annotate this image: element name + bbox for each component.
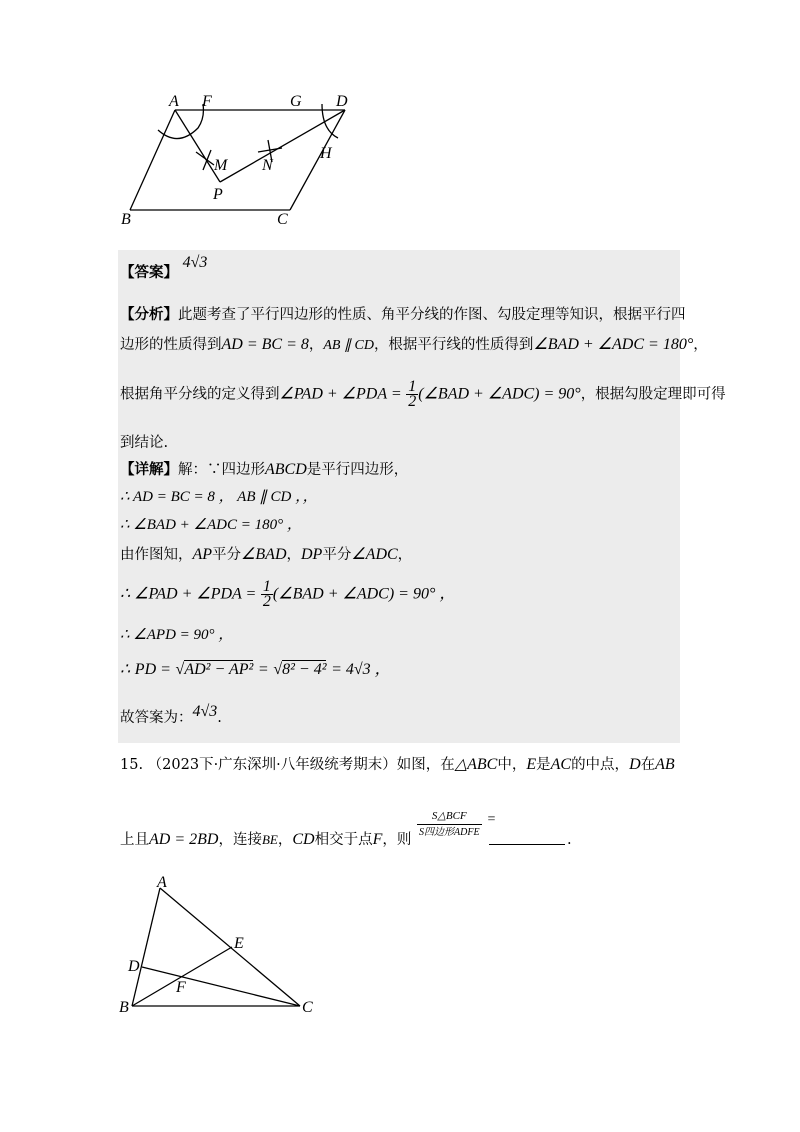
segment-ab: [132, 888, 160, 1006]
label-c: C: [302, 999, 313, 1016]
label-a: A: [157, 874, 167, 891]
math-half-sum-2: (∠BAD + ∠ADC) = 90° ，: [272, 585, 456, 603]
q15-text-1e: 是: [536, 757, 551, 773]
analysis-text-4: 到结论.: [120, 435, 169, 451]
period: .: [217, 710, 222, 726]
math-triangle-abc: △ABC: [454, 756, 498, 773]
segment-ab: [130, 110, 175, 210]
equals-sign: =: [486, 812, 497, 827]
label-n: N: [262, 157, 273, 174]
label-b: B: [119, 999, 129, 1016]
answer-value: 4√3: [182, 254, 208, 271]
label-a: A: [169, 93, 179, 110]
analysis-text-3d: ，根据勾股定理即可得: [580, 386, 726, 403]
detail-text-4a: 由作图知，: [120, 547, 193, 563]
math-f: F: [372, 831, 383, 848]
detail-line-6: ∴ ∠APD = 90° ，: [120, 627, 234, 643]
detail-line-2: ∴ AD = BC = 8 ， AB ∥ CD ，，: [120, 489, 318, 505]
triangle-figure: [115, 870, 325, 1020]
math-ab: AB: [655, 756, 675, 773]
ratio-denominator: S四边形ADFE: [419, 827, 480, 838]
math-angle-sum: ∠BAD + ∠ADC = 180°: [533, 336, 694, 353]
detail-text-8a: 故答案为：: [120, 710, 193, 726]
answer-tag: 【答案】: [120, 264, 178, 281]
math-sqrt-1: √AD² − AP²: [175, 661, 254, 678]
answer-blank[interactable]: [489, 844, 565, 845]
math-cd: CD: [292, 831, 315, 848]
equals: =: [257, 661, 269, 678]
label-p: P: [213, 186, 223, 203]
analysis-text-1: 此题考查了平行四边形的性质、角平分线的作图、勾股定理等知识，根据平行四: [178, 307, 686, 323]
q15-end: .: [567, 832, 572, 848]
analysis-text-3a: 根据角平分线的定义得到: [120, 386, 280, 403]
math-angle-adc: ∠ADC: [351, 546, 398, 563]
comma: ，: [277, 832, 293, 848]
q15-text-1c: 中，: [497, 757, 527, 773]
label-d: D: [128, 958, 140, 975]
label-f: F: [202, 93, 212, 110]
detail-line-1: [120, 460, 408, 480]
analysis-line-2: [120, 335, 708, 356]
math-e: E: [526, 756, 537, 773]
fraction-denominator: 2: [262, 593, 271, 610]
math-ab-parallel-cd: AB ∥ CD: [323, 338, 374, 353]
math-half-sum: (∠BAD + ∠ADC) = 90°: [418, 385, 581, 403]
comma: ，: [397, 547, 413, 563]
label-f: F: [176, 979, 186, 996]
math-angle-bad: ∠BAD: [241, 546, 287, 563]
fraction-half: [406, 380, 418, 409]
math-result: = 4√3 ，: [331, 661, 391, 678]
math-abcd: ABCD: [265, 461, 307, 478]
label-g: G: [290, 93, 302, 110]
q15-text-2i: ，则: [382, 832, 412, 848]
label-d: D: [336, 93, 348, 110]
fraction-numerator: 1: [408, 378, 417, 395]
radicand-1: AD² − AP²: [184, 661, 254, 678]
label-e: E: [234, 935, 244, 952]
detail-line-8: [120, 703, 222, 728]
label-h: H: [320, 145, 332, 162]
q15-text-1g: 的中点，: [571, 757, 630, 773]
math-ad-bc: AD = BC = 8: [221, 336, 309, 353]
q15-text-2a: 上且: [120, 832, 149, 848]
math-pad-pda: ∠PAD + ∠PDA =: [279, 385, 402, 403]
detail-line-7: [120, 660, 391, 680]
q15-text-1a: （2023下·广东深圳·八年级统考期末）如图，在: [147, 757, 455, 773]
analysis-line-4: [120, 433, 168, 453]
detail-line-5: [120, 580, 455, 609]
mark-m-1: [196, 152, 214, 165]
analysis-text-2e: ，根据平行线的性质得到: [373, 337, 534, 353]
radicand-2: 8² − 4²: [282, 661, 327, 678]
detail-tag: 【详解】: [120, 461, 178, 478]
answer-line: [120, 254, 208, 283]
analysis-tag: 【分析】: [120, 306, 178, 323]
math-pd: PD =: [134, 661, 171, 678]
math-ad-2bd: AD = 2BD: [149, 831, 219, 848]
comma: ，: [308, 337, 324, 353]
q15-text-1i: 在: [640, 757, 656, 773]
ratio-fraction: [417, 808, 482, 841]
math-sqrt-2: √8² − 4²: [273, 661, 327, 678]
detail-text-4c: 平分: [212, 547, 242, 563]
q15-line-1: [120, 755, 675, 775]
math-dp: DP: [301, 546, 323, 563]
analysis-line-3: [120, 380, 726, 409]
question-number: 15.: [120, 757, 144, 773]
label-m: M: [214, 157, 228, 174]
label-c: C: [277, 211, 288, 228]
q15-line-2: [120, 830, 411, 850]
fraction-half-2: [261, 580, 273, 609]
detail-text-4g: 平分: [322, 547, 352, 563]
mark-m-2: [203, 150, 211, 170]
math-ap: AP: [192, 546, 213, 563]
comma: ，: [286, 547, 301, 563]
final-answer: 4√3: [192, 703, 218, 720]
fraction-denominator: 2: [408, 393, 417, 410]
math-pad-pda-2: ∴ ∠PAD + ∠PDA =: [120, 585, 257, 603]
segment-cd: [290, 110, 345, 210]
parallelogram-figure: [110, 88, 370, 230]
fraction-numerator: 1: [262, 578, 271, 595]
math-d: D: [629, 756, 641, 773]
comma: ，: [693, 337, 708, 353]
area-ratio-fraction: [417, 808, 496, 841]
detail-line-4: [120, 545, 412, 565]
q15-text-2c: ，连接: [218, 832, 262, 848]
detail-text-1a: 解：∵四边形: [178, 462, 265, 478]
ratio-numerator: S△BCF: [417, 808, 482, 825]
therefore-sign: ∴: [120, 661, 131, 678]
math-ac: AC: [550, 756, 572, 773]
detail-text-1c: 是平行四边形，: [306, 462, 409, 478]
q15-text-2g: 相交于点: [314, 832, 373, 848]
analysis-text-2a: 边形的性质得到: [120, 337, 222, 353]
analysis-line-1: [120, 305, 686, 325]
detail-line-3: ∴ ∠BAD + ∠ADC = 180° ，: [120, 517, 302, 533]
label-b: B: [121, 211, 131, 228]
math-be: BE: [261, 832, 278, 847]
